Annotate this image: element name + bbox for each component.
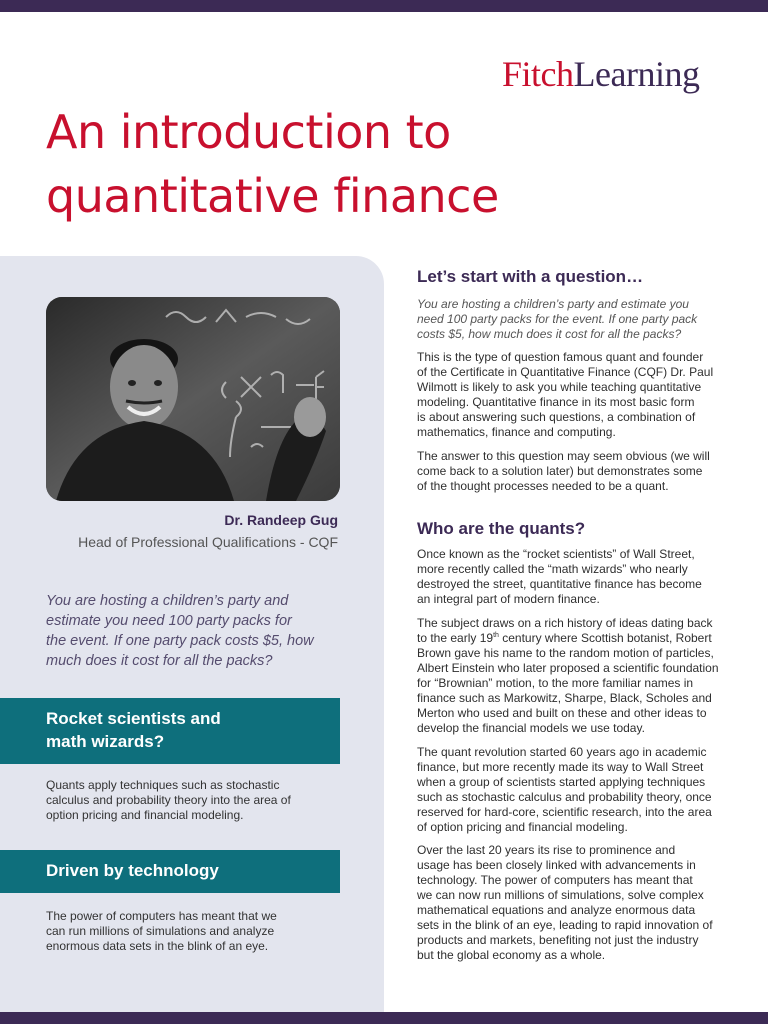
body-line: Albert Einstein who later proposed a scientific foundation xyxy=(417,661,719,675)
page-title-line-2: quantitative finance xyxy=(46,169,499,223)
person-role: Head of Professional Qualifications - CQF xyxy=(78,534,338,550)
page-title-line-1: An introduction to xyxy=(46,105,451,159)
callout-title-line-1: Rocket scientists and xyxy=(46,709,221,728)
pull-quote-line: the event. If one party pack costs $5, how xyxy=(46,633,314,649)
quants-paragraph-2 xyxy=(417,616,747,736)
body-line: sets in the blink of an eye, leading to rapid innovation of xyxy=(417,918,713,932)
body-line: more recently called the “math wizards” who nearly xyxy=(417,562,688,576)
body-line: The power of computers has meant that we xyxy=(46,909,277,923)
pull-quote-line: estimate you need 100 party packs for xyxy=(46,613,292,629)
body-line: Once known as the “rocket scientists” of Wall Street, xyxy=(417,547,695,561)
body-line: such as stochastic calculus and probability theory, once xyxy=(417,790,712,804)
body-line: develop the financial models we use today. xyxy=(417,721,645,735)
body-line: technology. The power of computers has meant that xyxy=(417,873,693,887)
photo-icon xyxy=(46,297,340,501)
body-line: calculus and probability theory into the area of xyxy=(46,793,291,807)
body-line: enormous data sets in the blink of an eye. xyxy=(46,939,269,953)
pull-quote xyxy=(46,591,346,671)
body-line: finance such as Markowitz, Sharpe, Black, Scholes and xyxy=(417,691,712,705)
body-line: This is the type of question famous quant and founder xyxy=(417,350,704,364)
callout-title-line-2: math wizards? xyxy=(46,732,165,751)
superscript: th xyxy=(493,632,499,639)
top-accent-bar xyxy=(0,0,768,12)
body-line: mathematical equations and analyze enormous data xyxy=(417,903,696,917)
body-line: Merton who used and built on these and other ideas to xyxy=(417,706,707,720)
body-line: Brown gave his name to the random motion of particles, xyxy=(417,646,714,660)
body-line: but the global economy as a whole. xyxy=(417,948,606,962)
body-line: modeling. Quantitative finance in its most basic form xyxy=(417,395,695,409)
body-line: Over the last 20 years its rise to prominence and xyxy=(417,843,676,857)
body-line: is about answering such questions, a combination of xyxy=(417,410,696,424)
section-heading-quants: Who are the quants? xyxy=(417,519,586,538)
driven-by-technology-callout xyxy=(0,850,340,893)
body-line: costs $5, how much does it cost for all the packs? xyxy=(417,327,682,341)
driven-by-technology-text xyxy=(46,909,346,954)
text-fragment: to the early 19 xyxy=(417,631,494,645)
question-paragraph-2 xyxy=(417,449,747,494)
body-line: an integral part of modern finance. xyxy=(417,592,600,606)
body-line: The answer to this question may seem obvious (we will xyxy=(417,449,710,463)
pull-quote-line: You are hosting a children’s party and xyxy=(46,593,289,609)
rocket-scientists-callout xyxy=(0,698,340,764)
body-line: Quants apply techniques such as stochastic xyxy=(46,778,280,792)
fitch-learning-logo xyxy=(502,53,699,95)
body-line: can run millions of simulations and analyze xyxy=(46,924,275,938)
body-line: we can now run millions of simulations, solve complex xyxy=(417,888,704,902)
body-line: destroyed the street, quantitative finance has become xyxy=(417,577,702,591)
quants-paragraph-4 xyxy=(417,843,747,963)
pull-quote-line: much does it cost for all the packs? xyxy=(46,653,273,669)
body-line: products and markets, benefiting not just the industry xyxy=(417,933,699,947)
callout-title: Driven by technology xyxy=(46,861,219,880)
body-line: of the Certificate in Quantitative Finance (CQF) Dr. Paul xyxy=(417,365,714,379)
body-line: The quant revolution started 60 years ago in academic xyxy=(417,745,707,759)
bottom-accent-bar xyxy=(0,1012,768,1024)
logo-text-fitch: Fitch xyxy=(502,54,574,94)
rocket-scientists-text xyxy=(46,778,346,823)
body-line: mathematics, finance and computing. xyxy=(417,425,616,439)
body-line-with-superscript xyxy=(417,631,747,646)
body-line: option pricing and financial modeling. xyxy=(46,808,244,822)
body-line: come back to a solution later) but demonstrates some xyxy=(417,464,703,478)
page-title xyxy=(46,100,686,228)
body-line: when a group of scientists started applying techniques xyxy=(417,775,706,789)
logo-text-learning: Learning xyxy=(573,54,700,94)
section-heading-question: Let’s start with a question… xyxy=(417,267,644,286)
body-line: reserved for hard-core, scientific research, into the area xyxy=(417,805,712,819)
body-line: need 100 party packs for the event. If one party pack xyxy=(417,312,698,326)
person-name: Dr. Randeep Gug xyxy=(224,512,338,528)
body-line: Wilmott is likely to ask you while teaching quantitative xyxy=(417,380,702,394)
question-intro xyxy=(417,297,747,342)
body-line: finance, but more recently made its way to Wall Street xyxy=(417,760,704,774)
body-line: The subject draws on a rich history of ideas dating back xyxy=(417,616,713,630)
body-line: for “Brownian” motion, to the more familiar names in xyxy=(417,676,694,690)
body-line: of option pricing and financial modeling. xyxy=(417,820,628,834)
quants-paragraph-1 xyxy=(417,547,747,607)
question-paragraph-1 xyxy=(417,350,747,440)
body-line: You are hosting a children’s party and estimate you xyxy=(417,297,689,311)
quants-paragraph-3 xyxy=(417,745,747,835)
body-line: usage has been closely linked with advancements in xyxy=(417,858,696,872)
portrait-photo xyxy=(46,297,340,501)
body-line: of the thought processes needed to be a quant. xyxy=(417,479,669,493)
text-fragment: century where Scottish botanist, Robert xyxy=(498,631,712,645)
